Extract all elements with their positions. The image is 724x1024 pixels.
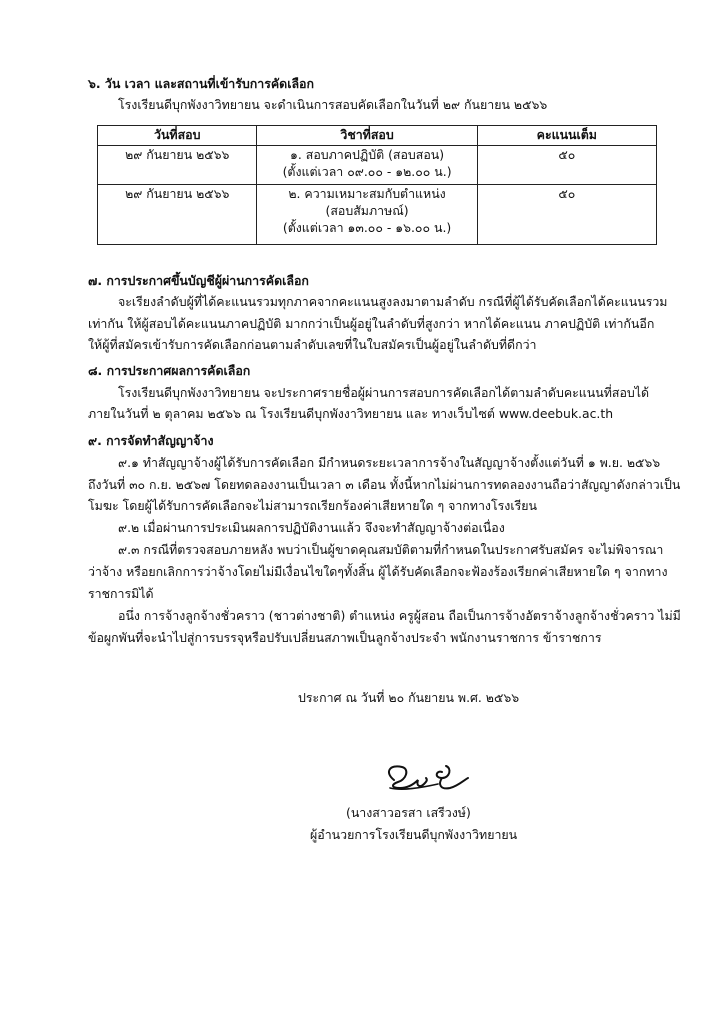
section-9-heading: ๙. การจัดทำสัญญาจ้าง <box>88 433 214 448</box>
exam-date-cell: ๒๙ กันยายน ๒๕๖๖ <box>98 146 257 185</box>
section-6-intro: โรงเรียนดีบุกพังงาวิทยายน จะดำเนินการสอบคัดเลือกในวันที่ ๒๙ กันยายน ๒๕๖๖ <box>118 97 548 112</box>
section-9-line: ข้อผูกพันที่จะนำไปสู่การบรรจุหรือปรับเปลี่ยนสภาพเป็นลูกจ้างประจำ พนักงานราชการ ข้าราชการ <box>88 630 602 645</box>
table-header-row <box>98 126 657 146</box>
table-row <box>98 185 657 245</box>
signer-name: (นางสาวอรสา เสรีวงษ์) <box>346 805 471 820</box>
subject-line: ๒. ความเหมาะสมกับตำแหน่ง <box>288 186 446 201</box>
section-8-line: โรงเรียนดีบุกพังงาวิทยายน จะประกาศรายชื่อผู้ผ่านการสอบการคัดเลือกได้ตามลำดับคะแนนที่สอบได้ <box>118 385 650 400</box>
section-7-line: เท่ากัน ให้ผู้สอบได้คะแนนภาคปฏิบัติ มากกว่าเป็นผู้อยู่ในลำดับที่สูงกว่า หากได้คะแนน ภาคปฏิบัติ เท่ากันอีก <box>88 316 655 331</box>
header-exam-date: วันที่สอบ <box>98 126 257 146</box>
announcement-date: ประกาศ ณ วันที่ ๒๐ กันยายน พ.ศ. ๒๕๖๖ <box>298 690 520 705</box>
signer-title: ผู้อำนวยการโรงเรียนดีบุกพังงาวิทยายน <box>310 827 518 842</box>
section-8-line: ภายในวันที่ ๒ ตุลาคม ๒๕๖๖ ณ โรงเรียนดีบุกพังงาวิทยายน และ ทางเว็บไซต์ www.deebuk.ac.th <box>88 406 614 421</box>
section-9-line: ๙.๒ เมื่อผ่านการประเมินผลการปฏิบัติงานแล้ว จึงจะทำสัญญาจ้างต่อเนื่อง <box>118 520 505 535</box>
subject-line: (ตั้งแต่เวลา ๐๙.๐๐ - ๑๒.๐๐ น.) <box>282 164 452 179</box>
section-9-line: ถึงวันที่ ๓๐ ก.ย. ๒๕๖๗ โดยทดลองงานเป็นเวลา ๓ เดือน ทั้งนี้หากไม่ผ่านการทดลองงานถือว่าสัญญาดังกล่าวเป็น <box>88 477 681 492</box>
section-9-line: ราชการมิได้ <box>88 586 154 601</box>
section-9-line: ว่าจ้าง หรือยกเลิกการว่าจ้างโดยไม่มีเงื่อนไขใดๆทั้งสิ้น ผู้ได้รับคัดเลือกจะฟ้องร้องเรียกค่าเสียหายใด ๆ จากทาง <box>88 564 668 579</box>
section-9-line: อนึ่ง การจ้างลูกจ้างชั่วคราว (ชาวต่างชาติ) ตำแหน่ง ครูผู้สอน ถือเป็นการจ้างอัตราจ้างลูกจ้างชั่วคราว ไม่มี <box>118 608 681 623</box>
section-7-heading: ๗. การประกาศขึ้นบัญชีผู้ผ่านการคัดเลือก <box>88 273 309 288</box>
section-9-line: โมฆะ โดยผู้ได้รับการคัดเลือกจะไม่สามารถเรียกร้องค่าเสียหายใด ๆ จากทางโรงเรียน <box>88 498 537 513</box>
exam-subject-cell <box>257 146 477 185</box>
exam-subject-cell <box>257 185 477 245</box>
full-score-cell: ๕๐ <box>477 185 656 245</box>
section-7-line: ให้ผู้ที่สมัครเข้ารับการคัดเลือกก่อนตามลำดับเลขที่ในใบสมัครเป็นผู้อยู่ในลำดับที่ดีกว่า <box>88 337 537 352</box>
header-exam-subject: วิชาที่สอบ <box>257 126 477 146</box>
full-score-cell: ๕๐ <box>477 146 656 185</box>
subject-line: (สอบสัมภาษณ์) <box>325 203 409 218</box>
section-9-line: ๙.๓ กรณีที่ตรวจสอบภายหลัง พบว่าเป็นผู้ขาดคุณสมบัติตามที่กำหนดในประกาศรับสมัคร จะไม่พิจารณา <box>118 542 664 557</box>
subject-line: (ตั้งแต่เวลา ๑๓.๐๐ - ๑๖.๐๐ น.) <box>282 220 452 235</box>
section-6-heading: ๖. วัน เวลา และสถานที่เข้ารับการคัดเลือก <box>88 76 314 91</box>
header-full-score: คะแนนเต็ม <box>477 126 656 146</box>
signature-image <box>380 758 480 798</box>
exam-date-cell: ๒๙ กันยายน ๒๕๖๖ <box>98 185 257 245</box>
table-row <box>98 146 657 185</box>
section-7-line: จะเรียงลำดับผู้ที่ได้คะแนนรวมทุกภาคจากคะแนนสูงลงมาตามลำดับ กรณีที่ผู้ได้รับคัดเลือกได้คะแนนรวม <box>118 294 668 309</box>
subject-line: ๑. สอบภาคปฏิบัติ (สอบสอน) <box>290 147 445 162</box>
section-9-line: ๙.๑ ทำสัญญาจ้างผู้ได้รับการคัดเลือก มีกำหนดระยะเวลาการจ้างในสัญญาจ้างตั้งแต่วันที่ ๑ พ.ย. ๒๕๖๖ <box>118 455 661 470</box>
section-8-heading: ๘. การประกาศผลการคัดเลือก <box>88 363 251 378</box>
exam-schedule-table <box>97 125 657 245</box>
